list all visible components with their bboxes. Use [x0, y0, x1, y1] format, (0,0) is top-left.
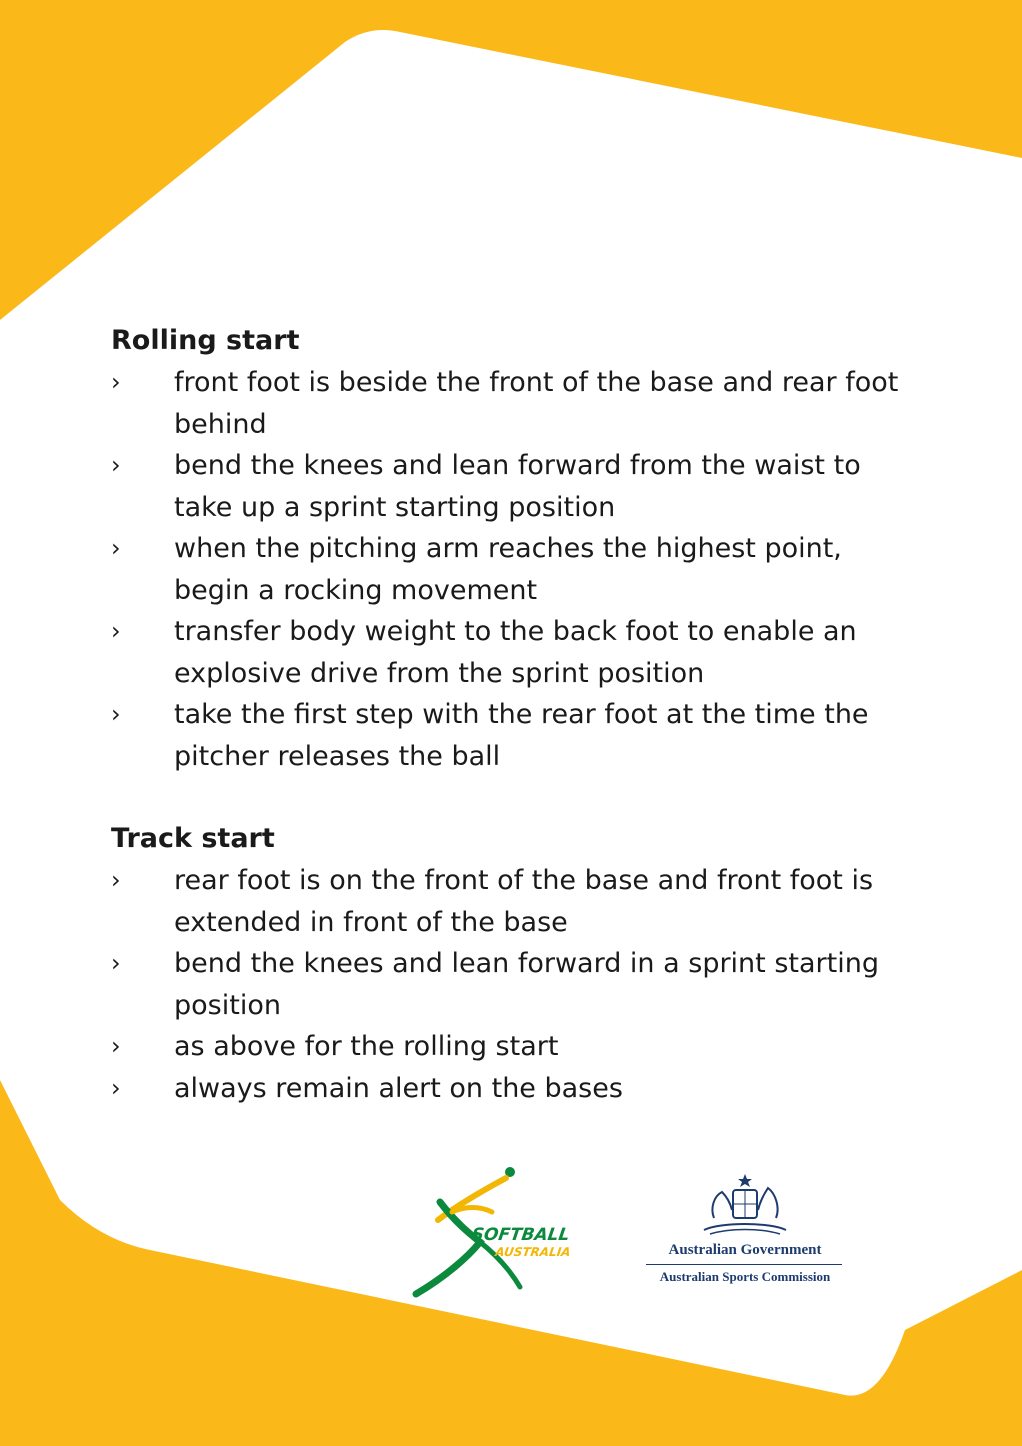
list-item — [111, 943, 911, 1026]
section-heading: Rolling start — [111, 325, 300, 356]
list-item — [111, 1068, 911, 1110]
list-item-text: bend the knees and lean forward from the waist to take up a sprint starting position — [174, 450, 861, 523]
section-spacer — [111, 777, 911, 818]
softball-player-logo-icon — [410, 1162, 595, 1300]
list-item-text: transfer body weight to the back foot to enable an explosive drive from the sprint position — [174, 616, 857, 689]
list-item-text: as above for the rolling start — [174, 1031, 559, 1062]
bullet-marker: › — [111, 451, 121, 479]
list-item — [111, 362, 911, 445]
list-item-text: take the first step with the rear foot at the time the pitcher releases the ball — [174, 699, 869, 772]
bullet-marker: › — [111, 534, 121, 562]
list-item — [111, 445, 911, 528]
bullet-list — [111, 860, 911, 1109]
list-item-text: always remain alert on the bases — [174, 1072, 623, 1104]
list-item — [111, 611, 911, 694]
list-item-text: when the pitching arm reaches the highest point, begin a rocking movement — [174, 533, 842, 606]
list-item — [111, 694, 911, 777]
section-heading: Track start — [111, 823, 275, 854]
section-rolling-start — [111, 320, 911, 777]
bullet-marker: › — [111, 617, 121, 645]
main-content — [111, 320, 911, 1109]
bullet-marker: › — [111, 1073, 121, 1102]
bullet-marker: › — [111, 866, 121, 894]
coat-of-arms-icon — [700, 1172, 790, 1240]
section-track-start — [111, 818, 911, 1109]
government-logo-line2: Australian Sports Commission — [659, 1269, 831, 1284]
logo-divider — [646, 1264, 842, 1265]
list-item-text: rear foot is on the front of the base and front foot is extended in front of the base — [174, 865, 874, 938]
australian-government-logo — [640, 1172, 850, 1292]
bullet-marker: › — [111, 949, 121, 977]
list-item-text: bend the knees and lean forward in a sprint starting position — [174, 948, 879, 1021]
bullet-marker: › — [111, 368, 121, 396]
bullet-list — [111, 362, 911, 777]
list-item-text: front foot is beside the front of the base and rear foot behind — [174, 367, 899, 440]
bullet-marker: › — [111, 700, 121, 728]
list-item — [111, 860, 911, 943]
list-item — [111, 1026, 911, 1068]
government-logo-line1: Australian Government — [668, 1242, 822, 1258]
bullet-marker: › — [111, 1032, 121, 1060]
list-item — [111, 528, 911, 611]
softball-logo-line1: SOFTBALL — [470, 1225, 571, 1245]
softball-logo-line2: AUSTRALIA — [494, 1245, 572, 1259]
